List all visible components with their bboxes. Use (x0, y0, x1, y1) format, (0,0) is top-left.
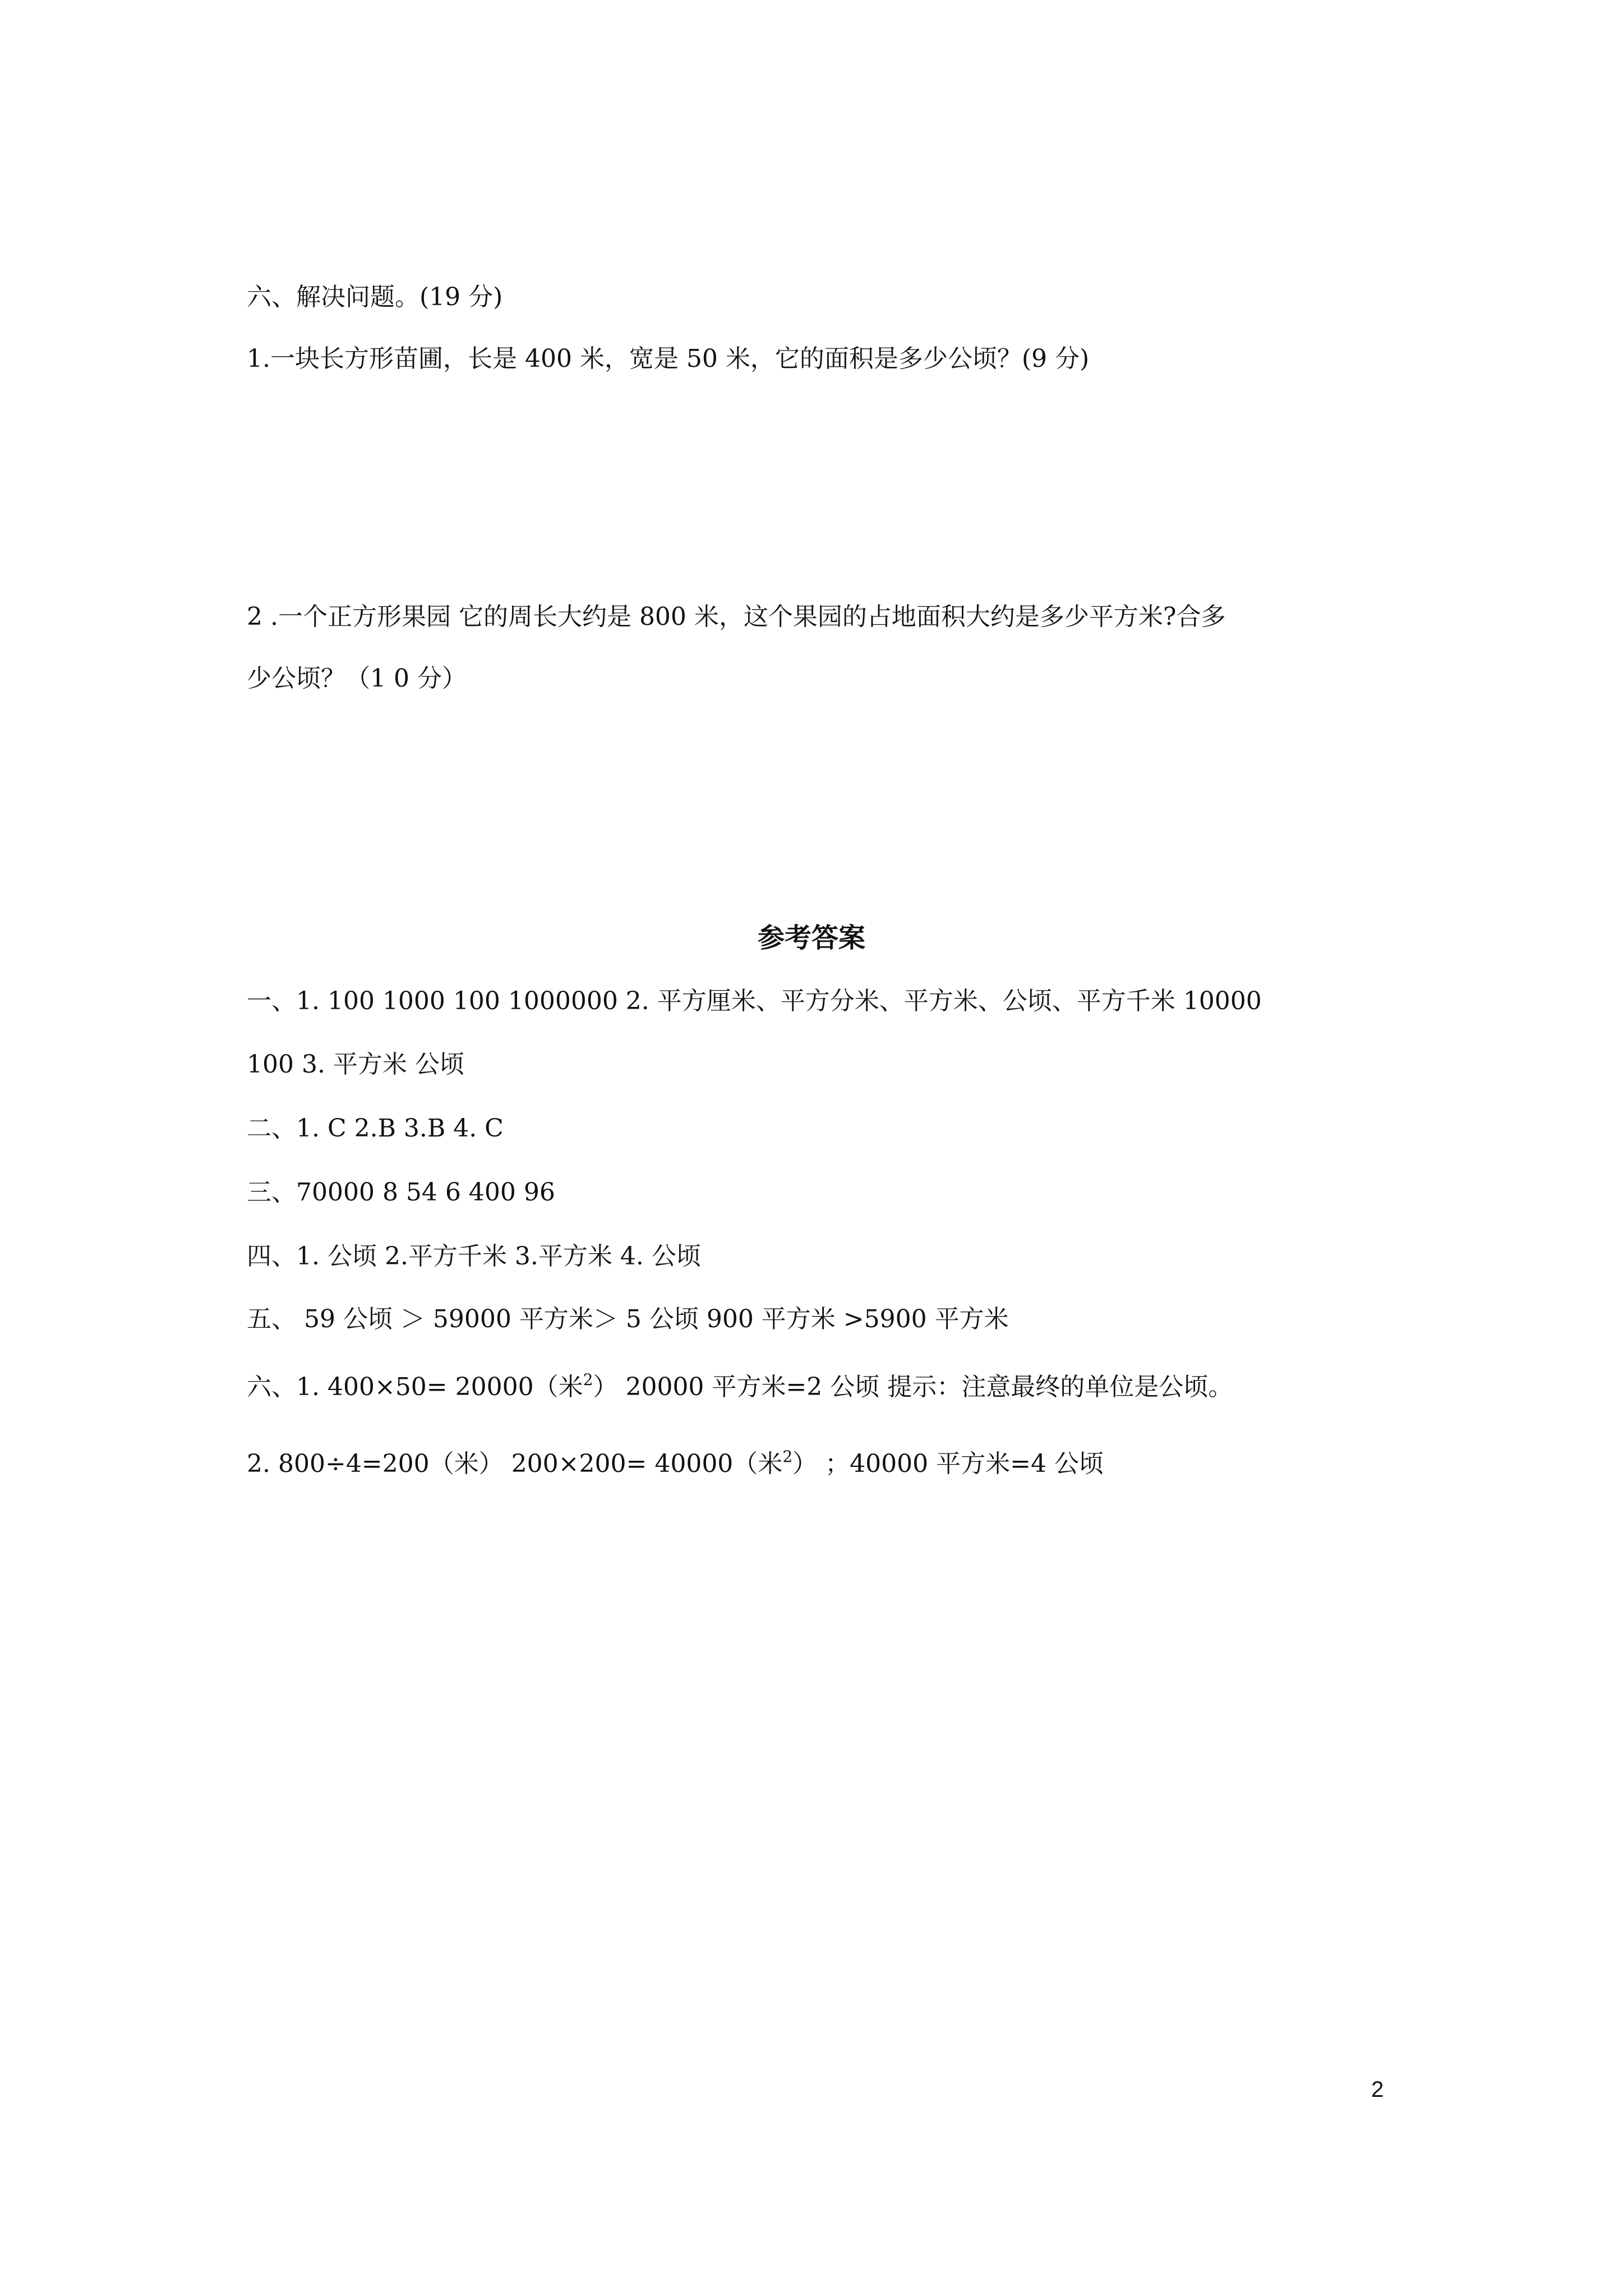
square-superscript: 2 (583, 1370, 593, 1389)
answer-5: 五、 59 公顷 ＞ 59000 平方米＞ 5 公顷 900 平方米 >5900 平方米 (247, 1305, 1009, 1333)
answers-title: 参考答案 (757, 922, 865, 954)
answer-4: 四、1. 公顷 2.平方千米 3.平方米 4. 公顷 (247, 1242, 701, 1271)
answer-1-line-2: 100 3. 平方米 公顷 (247, 1050, 464, 1079)
answer-1-line-1: 一、1. 100 1000 100 1000000 2. 平方厘米、平方分米、平方米、公顷、平方千米 10000 (247, 987, 1262, 1015)
answer-6-2-text: 2. 800÷4=200（米） 200×200= 40000（米 (247, 1450, 783, 1478)
answer-2: 二、1. C 2.B 3.B 4. C (247, 1114, 504, 1143)
answer-6-1-text-end: ） 20000 平方米=2 公顷 提示：注意最终的单位是公顷。 (593, 1373, 1233, 1401)
section-heading-6: 六、解决问题。(19 分) (247, 283, 503, 311)
question-2-line-1: 2 .一个正方形果园 它的周长大约是 800 米，这个果园的占地面积大约是多少平方米?合多 (247, 602, 1226, 631)
square-superscript: 2 (782, 1447, 793, 1466)
answer-6-1 (247, 1370, 1233, 1407)
answer-6-1-text: 六、1. 400×50= 20000（米 (247, 1373, 583, 1401)
answer-3: 三、70000 8 54 6 400 96 (247, 1178, 555, 1207)
answer-6-2 (247, 1447, 1104, 1484)
answer-6-2-text-end: ） ；40000 平方米=4 公顷 (792, 1450, 1104, 1478)
question-2-line-2: 少公顷？（1 0 分） (247, 664, 467, 693)
question-1: 1.一块长方形苗圃，长是 400 米，宽是 50 米，它的面积是多少公顷？(9 分) (247, 344, 1090, 373)
page-number: 2 (1371, 2077, 1384, 2102)
